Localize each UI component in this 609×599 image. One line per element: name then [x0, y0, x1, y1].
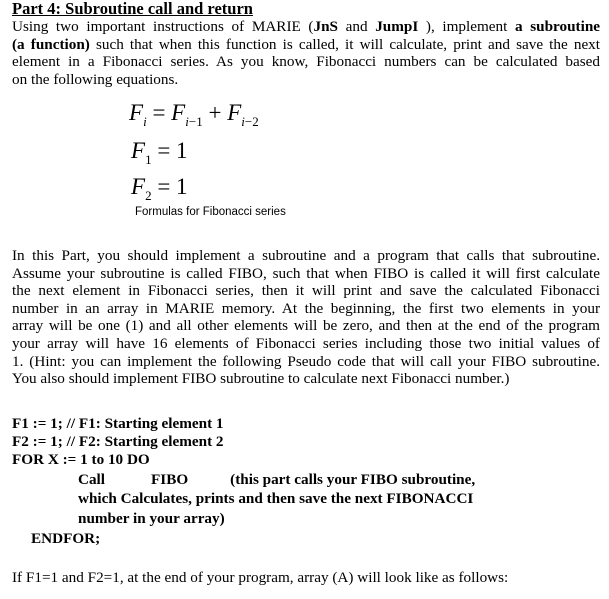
equation-recurrence: $F_i = F_{i-1} + F_{i-2}$ [129, 100, 259, 129]
intro-paragraph [12, 18, 600, 88]
body-line: Assume your subroutine is called FIBO, such that when FIBO is called it will first calculate [12, 264, 600, 282]
pseudocode-line-call: Call FIBO (this part calls your FIBO subroutine, [78, 471, 476, 488]
body-line: 1. (Hint: you can implement the following Pseudo code that will call your FIBO subroutine. [12, 352, 600, 370]
equation-f1: $F_1 = 1$ [131, 138, 188, 167]
body-paragraph [12, 247, 600, 388]
final-sentence: If F1=1 and F2=1, at the end of your program, array (A) will look like as follows: [12, 569, 509, 586]
body-line: your array will have 16 elements of Fibonacci series including those two initial values of [12, 334, 600, 352]
body-line: You also should implement FIBO subroutine to calculate next Fibonacci number.) [12, 370, 510, 388]
body-line: array will be one (1) and all other elements will be zero, and then at the end of the program [12, 317, 600, 335]
pseudocode-line-endfor: ENDFOR; [31, 530, 101, 547]
equations-caption: Formulas for Fibonacci series [135, 206, 286, 218]
pseudocode-line-6: number in your array) [78, 510, 225, 527]
pseudocode-line-1: F1 := 1; // F1: Starting element 1 [12, 415, 224, 432]
intro-line-2: (a function) such that when this function is called, it will calculate, print and save the next [12, 35, 600, 53]
intro-line-3: element in a Fibonacci series. As you know, Fibonacci numbers can be calculated based [12, 53, 600, 71]
pseudocode-line-2: F2 := 1; // F2: Starting element 2 [12, 433, 224, 450]
intro-line-1: Using two important instructions of MARIE (JnS and JumpI ), implement a subroutine [12, 18, 601, 35]
intro-line-4: on the following equations. [12, 70, 179, 88]
pseudocode-line-3: FOR X := 1 to 10 DO [12, 451, 150, 468]
pseudocode-line-5: which Calculates, prints and then save the next FIBONACCI [78, 490, 474, 507]
body-line: number in an array in MARIE memory. At the beginning, the first two elements in your [12, 299, 600, 317]
section-heading: Part 4: Subroutine call and return [12, 0, 253, 18]
body-line: the next element in Fibonacci series, then it will print and save the calculated Fibonacci [12, 282, 600, 300]
body-line: In this Part, you should implement a subroutine and a program that calls that subroutine. [12, 247, 600, 264]
equation-f2: $F_2 = 1$ [131, 174, 188, 203]
